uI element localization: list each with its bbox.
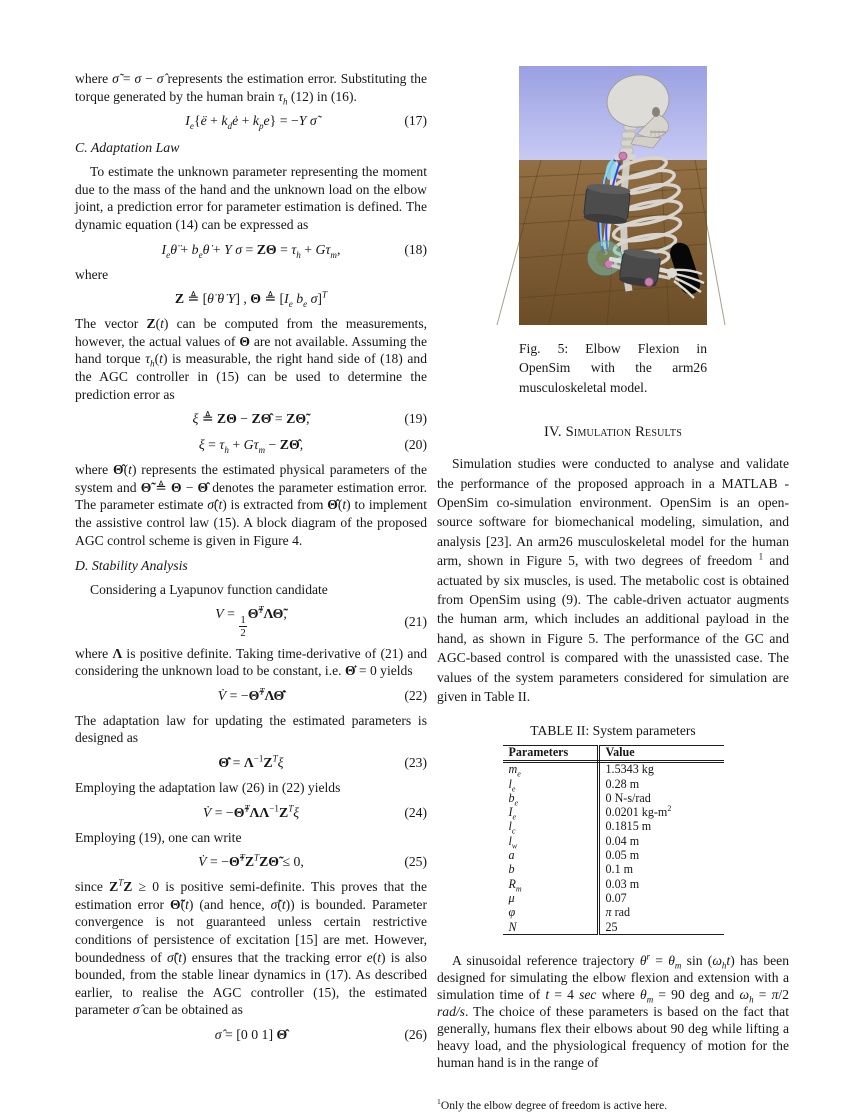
- param-symbol: μ: [503, 891, 599, 905]
- param-symbol: φ: [503, 906, 599, 920]
- paragraph: Considering a Lyapunov function candidate: [90, 582, 328, 598]
- equation-z-definition: [75, 289, 427, 309]
- equation-26: [75, 1025, 427, 1045]
- paragraph: The vector Z(t) can be computed from the measurements, however, the actual values of Θ are not available. Assuming the hand torque $\tau_h(t)$ is measurable, the right hand side of (18) and the AGC controller in (15) can be used to determine the prediction error as: [75, 316, 428, 402]
- param-value: 0 N-s/rad: [605, 790, 651, 805]
- wrist-marker-sphere: [645, 278, 653, 286]
- paragraph: Employing (19), one can write: [75, 829, 242, 845]
- figure-5: [519, 66, 707, 397]
- table-row: [503, 806, 724, 820]
- system-parameters-table: [503, 745, 724, 936]
- equation-body: $I_e\{ë$ + $k_dė + k_pe\} = -Y$ σ̃: [185, 113, 317, 131]
- equation-body: V̇ = $-\Thetã^TZ^TZ\Thetã \le 0$,: [198, 852, 304, 870]
- param-value: π rad: [605, 905, 631, 920]
- param-value: 1.5343 kg: [605, 762, 654, 777]
- equation-body: $I_e\thetä$ + $b_e\thetȧ + Y$ $\sigma = Z\Theta = \tau_h + G\tau_m$,: [161, 241, 341, 260]
- table-row: [503, 891, 724, 905]
- table-row: [503, 920, 724, 935]
- equation-number: (25): [404, 854, 427, 870]
- equation-body: Z ≜ [θ̈ θ̇ Y] , Θ ≜ [$I_e$ $b_e$ σ]$^T$: [174, 289, 328, 309]
- paragraph: where σ̃ = σ − σ̂ represents the estimation error. Substituting the torque generated by the human brain $\tau_h$ (12) in (16).: [75, 71, 428, 107]
- where-label: where: [75, 266, 109, 282]
- upper-arm-cuff: [583, 182, 631, 225]
- equation-24: [75, 803, 427, 823]
- table-row: [503, 906, 724, 920]
- equation-body: Θ̂̇ = $\Lambda^{-1}Z^T\xi$: [218, 753, 284, 770]
- param-symbol: a: [503, 849, 599, 863]
- equation-number: (20): [404, 437, 427, 453]
- param-symbol: $l_c$: [503, 820, 599, 834]
- equation-body: ξ ≜ ZΘ − ZΘ̂ = ZΘ̃,: [192, 411, 310, 427]
- table-row: [503, 863, 724, 877]
- param-value: 0.04 m: [605, 833, 640, 848]
- equation-19: [75, 409, 427, 429]
- table-row: [503, 849, 724, 863]
- table-row: [503, 761, 724, 777]
- paragraph: where Θ̂(t) represents the estimated physical parameters of the system and Θ̃ ≜ Θ − Θ̂ denotes the parameter estimation error. The parameter estimate σ̂(t) is extracted from Θ̂(t) to implement the assistive control law (15). A block diagram of the proposed AGC control scheme is given in Figure 4.: [75, 462, 428, 548]
- table-row: [503, 791, 724, 805]
- paragraph: The adaptation law for updating the estimated parameters is designed as: [75, 712, 427, 746]
- shoulder-marker-sphere: [619, 152, 627, 160]
- table-row: [503, 834, 724, 848]
- param-value: 0.0201 $kg-m^2$: [605, 804, 672, 820]
- left-column: [75, 70, 427, 1051]
- param-symbol: $b_e$: [503, 791, 599, 805]
- equation-20: [75, 435, 427, 455]
- param-value: 0.07: [605, 890, 627, 905]
- equation-number: (17): [404, 113, 427, 129]
- param-symbol: $m_e$: [503, 761, 599, 777]
- table-row: [503, 777, 724, 791]
- table-row: [503, 820, 724, 834]
- footnote: $^1$Only the elbow degree of freedom is active here.: [437, 1097, 668, 1113]
- right-column: [437, 66, 789, 1116]
- equation-21: [75, 605, 427, 639]
- table-row: [503, 877, 724, 891]
- equation-number: (23): [404, 755, 427, 770]
- equation-number: (24): [404, 804, 427, 820]
- param-value: 0.03 m: [605, 876, 640, 891]
- paragraph: A sinusoidal reference trajectory $\theta^r = \theta_m$ $\sin (\omega_ht)$ has been designed for simulating the elbow flexion and extension with a simulation time of t = 4 sec where $\theta_m = 90$ deg and $\omega_h = \pi/2$ rad/s. The choice of these parameters is based on the fact that generally, humans flex their elbows about 90 deg while lifting a heavy load, and the physiological frequency of motion for the human hand is in the range of: [437, 951, 790, 1071]
- equation-body: $\xi = \tau_h + G\tau_m$ − ZΘ̂,: [198, 437, 304, 455]
- equation-17: [75, 111, 427, 131]
- equation-number: (22): [404, 687, 427, 703]
- equation-body: σ̂ = [0 0 1] Θ̂: [214, 1026, 288, 1042]
- param-symbol: $l_e$: [503, 777, 599, 791]
- equation-body: V̇ = $-\Thetã^T\Lambda\Lambda^{-1}Z^T\xi$: [202, 803, 300, 820]
- param-value: 0.1 m: [605, 862, 634, 877]
- table-caption: TABLE II: System parameters: [530, 722, 696, 738]
- paragraph: Simulation studies were conducted to analyse and validate the performance of the proposed approach in a MATLAB - OpenSim co-simulation environment. OpenSim is an open-source software for biomechanical modeling, simulation, and analysis [23]. An arm26 musculoskeletal model for the human arm, shown in Figure 5, with two degrees of freedom $^1$ and actuated by six muscles, is used. The metabolic cost is obtained from OpenSim using (9). The cable-driven actuator augments the human arm, which includes an additional payload in the hand, as shown in Figure 5. The performance of the GC and AGC-based control is compared with the unassisted case. The values of the system parameters considered for simulation are given in Table II.: [437, 456, 789, 705]
- equation-number: (21): [404, 613, 427, 629]
- param-value: 0.1815 m: [605, 819, 652, 834]
- equation-body: V̇ = −Θ̃$^T$ΛΘ̂̇: [217, 686, 285, 703]
- equation-25: [75, 852, 427, 872]
- param-symbol: $l_w$: [503, 834, 599, 848]
- param-value: 0.28 m: [605, 776, 640, 791]
- table-header-row: [503, 745, 724, 761]
- subsection-heading-stability-analysis: D. Stability Analysis: [75, 558, 188, 574]
- paragraph: Employing the adaptation law (26) in (22) yields: [75, 780, 341, 795]
- subsection-heading-adaptation-law: C. Adaptation Law: [75, 140, 180, 156]
- column-header-parameters: Parameters: [503, 745, 599, 761]
- param-symbol: N: [503, 920, 599, 935]
- equation-number: (26): [404, 1026, 427, 1042]
- param-symbol: b: [503, 863, 599, 877]
- equation-number: (18): [404, 241, 427, 257]
- table-body: [503, 761, 724, 935]
- paragraph: To estimate the unknown parameter representing the moment due to the mass of the hand and the unknown load on the elbow joint, a prediction error for parameter estimation is defined. The dynamic equation (14) can be expressed as: [75, 164, 427, 232]
- opensim-skeleton-illustration: [519, 66, 707, 325]
- column-header-value: Value: [598, 745, 724, 761]
- paragraph: since $Z^TZ \ge 0$ is positive semi-definite. This proves that the estimation error Θ̃(t) (and hence, σ̃(t)) is bounded. Parameter convergence is not guaranteed unless certain restrictive conditions of persistence of excitation [15] are met. However, boundedness of σ̃(t) ensures that the tracking error e(t) is also bounded, from the stable linear dynamics in (17). As described earlier, to realise the AGC controller (15), the estimated parameter σ̂ can be obtained as: [75, 877, 427, 1018]
- equation-23: [75, 753, 427, 773]
- param-value: 0.05 m: [605, 848, 640, 863]
- equation-18: [75, 240, 427, 260]
- forearm-cuff: [618, 247, 661, 289]
- param-value: 25: [605, 919, 618, 934]
- equation-number: (19): [404, 411, 427, 427]
- paragraph: where Λ is positive definite. Taking time-derivative of (21) and considering the unknown load to be constant, i.e. Θ̇ = 0 yields: [75, 645, 427, 679]
- param-symbol: $I_e$: [503, 806, 599, 820]
- param-symbol: $R_m$: [503, 877, 599, 891]
- equation-body: V = $\frac{1}{2}$ Θ̃$^T$ΛΘ̃,: [215, 604, 287, 639]
- figure-caption: Fig. 5: Elbow Flexion in OpenSim with the arm26 musculoskeletal model.: [519, 341, 707, 395]
- equation-22: [75, 686, 427, 706]
- section-heading-simulation-results: IV. Simulation Results: [543, 424, 682, 441]
